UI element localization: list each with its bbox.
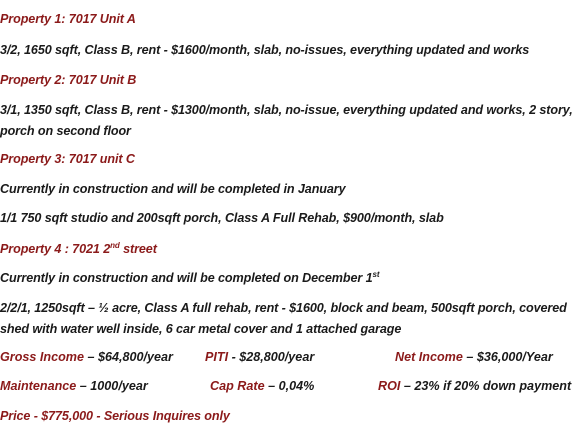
price-line: Price - $775,000 - Serious Inquires only <box>0 409 230 423</box>
net-income <box>395 350 553 364</box>
property-3-details: 1/1 750 sqft studio and 200sqft porch, Class A Full Rehab, $900/month, slab <box>0 211 444 225</box>
property-4-heading <box>0 241 157 256</box>
expense-summary-row <box>0 379 576 397</box>
income-summary-row <box>0 350 576 368</box>
cap-rate-label: Cap Rate <box>210 379 265 393</box>
piti <box>205 350 314 364</box>
property-4-status <box>0 270 379 285</box>
roi-label: ROI <box>378 379 401 393</box>
property-2-heading: Property 2: 7017 Unit B <box>0 73 137 87</box>
property-3-status: Currently in construction and will be completed in January <box>0 182 346 196</box>
roi <box>378 379 571 393</box>
property-4-heading-tail: street <box>119 242 157 256</box>
cap-rate-value: – 0,04% <box>264 379 315 393</box>
property-1-details: 3/2, 1650 sqft, Class B, rent - $1600/month, slab, no-issues, everything updated and works <box>0 43 530 57</box>
net-income-value: – $36,000/Year <box>462 350 553 364</box>
maintenance-label: Maintenance <box>0 379 77 393</box>
maintenance <box>0 379 148 393</box>
cap-rate <box>210 379 314 393</box>
property-4-status-sup: st <box>372 270 380 279</box>
property-4-details: 2/2/1, 1250sqft – ½ acre, Class A full rehab, rent - $1600, block and beam, 500sqft porch, covered shed with water well inside, 6 car metal cover and 1 attached garage <box>0 301 567 336</box>
property-4-status-main: Currently in construction and will be completed on December 1 <box>0 271 373 285</box>
gross-income-label: Gross Income <box>0 350 84 364</box>
property-2-details: 3/1, 1350 sqft, Class B, rent - $1300/month, slab, no-issue, everything updated and works, 2 story, porch on second floor <box>0 103 573 138</box>
net-income-label: Net Income <box>395 350 463 364</box>
gross-income <box>0 350 173 364</box>
gross-income-value: – $64,800/year <box>84 350 173 364</box>
roi-value: – 23% if 20% down payment <box>400 379 572 393</box>
maintenance-value: – 1000/year <box>76 379 148 393</box>
piti-label: PITI <box>205 350 229 364</box>
property-1-heading: Property 1: 7017 Unit A <box>0 12 136 26</box>
property-3-heading: Property 3: 7017 unit C <box>0 152 135 166</box>
property-4-heading-main: Property 4 : 7021 2 <box>0 242 111 256</box>
property-4-heading-sup: nd <box>110 241 120 250</box>
piti-value: - $28,800/year <box>228 350 315 364</box>
